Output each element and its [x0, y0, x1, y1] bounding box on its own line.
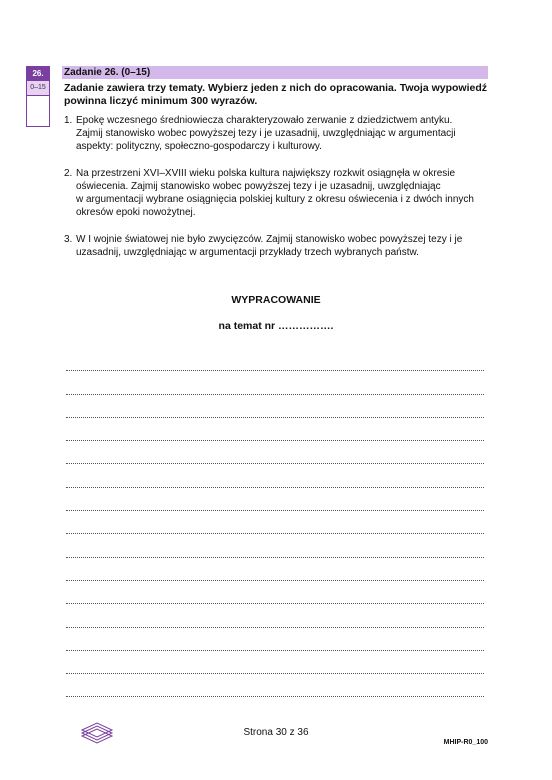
writing-line[interactable] [66, 558, 484, 581]
topic-list [64, 114, 504, 273]
topic-line: w argumentacji wybrane osiągnięcia polskiej kultury z okresu oświecenia i z dwóch innych [76, 194, 474, 205]
topic-number: 3. [64, 234, 73, 245]
writing-line[interactable] [66, 581, 484, 604]
page-number: Strona 30 z 36 [243, 727, 309, 738]
topic-text [76, 167, 504, 219]
task-title: Zadanie 26. (0–15) [62, 66, 488, 79]
writing-area[interactable] [66, 348, 484, 697]
writing-line[interactable] [66, 604, 484, 627]
document-code: MHIP-R0_100 [443, 739, 488, 746]
topic-line: Na przestrzeni XVI–XVIII wieku polska kultura największy rozkwit osiągnęła w okresie [76, 168, 456, 179]
topic-number: 1. [64, 115, 73, 126]
writing-line[interactable] [66, 418, 484, 441]
writing-line[interactable] [66, 628, 484, 651]
writing-line[interactable] [66, 395, 484, 418]
topic-text [76, 233, 504, 259]
score-field [27, 96, 49, 126]
writing-line[interactable] [66, 371, 484, 394]
topic-item [64, 114, 504, 153]
writing-line[interactable] [66, 441, 484, 464]
topic-text [76, 114, 504, 153]
topic-line: aspekty: polityczny, społeczno-gospodarczy i kulturowy. [76, 141, 322, 152]
topic-number: 2. [64, 168, 73, 179]
topic-line: Epokę wczesnego średniowiecza charakteryzowało zerwanie z dziedzictwem antyku. [76, 115, 453, 126]
task-intro: Zadanie zawiera trzy tematy. Wybierz jeden z nich do opracowania. Twoja wypowiedź powinna liczyć minimum 300 wyrazów. [64, 82, 488, 107]
writing-line[interactable] [66, 348, 484, 371]
topic-line: W I wojnie światowej nie było zwycięzców. Zajmij stanowisko wobec powyższej tezy i je [76, 234, 463, 245]
topic-line: oświecenia. Zajmij stanowisko wobec powyższej tezy i je uzasadnij, uwzględniając [76, 181, 441, 192]
topic-line: okresów epoki nowożytnej. [76, 207, 196, 218]
topic-item [64, 233, 504, 259]
essay-subheading: na temat nr ……………. [218, 320, 334, 332]
topic-line: Zajmij stanowisko wobec powyższej tezy i je uzasadnij, uwzględniając w argumentacji [76, 128, 456, 139]
writing-line[interactable] [66, 674, 484, 697]
topic-item [64, 167, 504, 219]
writing-line[interactable] [66, 511, 484, 534]
essay-heading: WYPRACOWANIE [231, 294, 321, 306]
writing-line[interactable] [66, 488, 484, 511]
topic-line: uzasadnij, uwzględniając w argumentacji przykłady trzech wybranych państw. [76, 247, 419, 258]
task-number-box [26, 66, 50, 127]
task-points: 0–15 [27, 81, 49, 96]
writing-line[interactable] [66, 464, 484, 487]
writing-line[interactable] [66, 651, 484, 674]
task-number: 26. [27, 67, 49, 81]
writing-line[interactable] [66, 534, 484, 557]
